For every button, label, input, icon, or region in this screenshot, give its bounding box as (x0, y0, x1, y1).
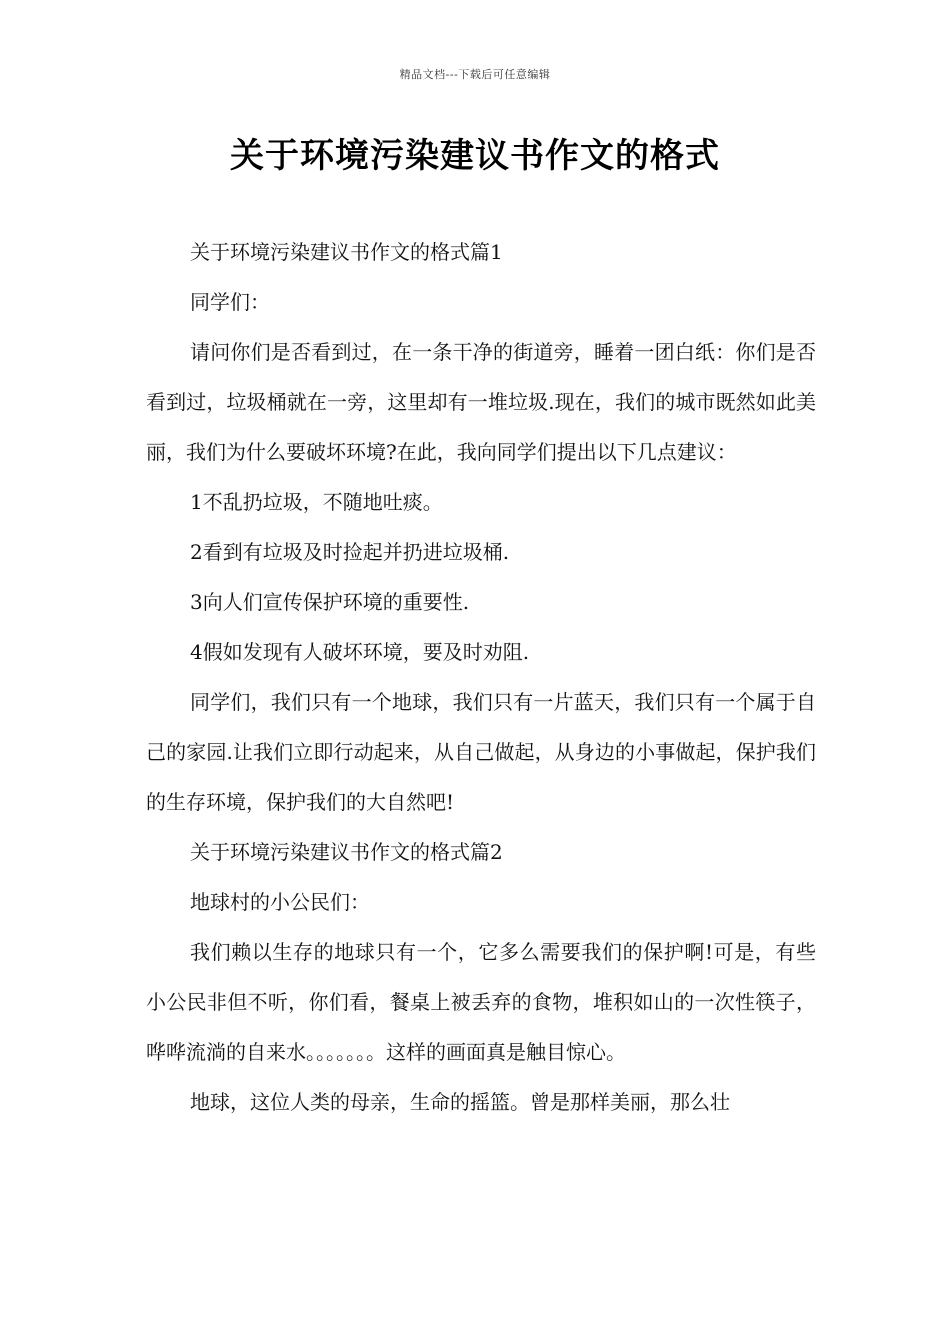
document-body (146, 227, 816, 1127)
salutation-1: 同学们： (190, 290, 270, 314)
suggestion-item-1: 1不乱扔垃圾，不随地吐痰。 (190, 490, 443, 514)
salutation-2: 地球村的小公民们： (190, 890, 370, 914)
document-title: 关于环境污染建议书作文的格式 (230, 136, 720, 176)
suggestion-item-3: 3向人们宣传保护环境的重要性. (190, 590, 470, 614)
suggestion-item-4: 4假如发现有人破坏环境，要及时劝阻. (190, 640, 530, 664)
suggestion-item-2: 2看到有垃圾及时捡起并扔进垃圾桶. (190, 540, 510, 564)
body-paragraph: 地球，这位人类的母亲，生命的摇篮。曾是那样美丽，那么壮 (190, 1090, 730, 1114)
section-heading-1: 关于环境污染建议书作文的格式篇1 (190, 240, 503, 264)
header-note: 精品文档---下载后可任意编辑 (399, 68, 551, 81)
body-paragraph: 我们赖以生存的地球只有一个，它多么需要我们的保护啊!可是，有些小公民非但不听，你们看，餐桌上被丢弃的食物，堆积如山的一次性筷子，哗哗流淌的自来水。。。。。。。这样的画面真是触目惊心。 (146, 940, 816, 1064)
body-paragraph: 同学们，我们只有一个地球，我们只有一片蓝天，我们只有一个属于自己的家园.让我们立即行动起来，从自己做起，从身边的小事做起，保护我们的生存环境，保护我们的大自然吧! (146, 690, 816, 814)
section-heading-2: 关于环境污染建议书作文的格式篇2 (190, 840, 503, 864)
body-paragraph: 请问你们是否看到过，在一条干净的街道旁，睡着一团白纸：你们是否看到过，垃圾桶就在一旁，这里却有一堆垃圾.现在，我们的城市既然如此美丽，我们为什么要破坏环境?在此，我向同学们提出以下几点建议： (146, 340, 816, 464)
